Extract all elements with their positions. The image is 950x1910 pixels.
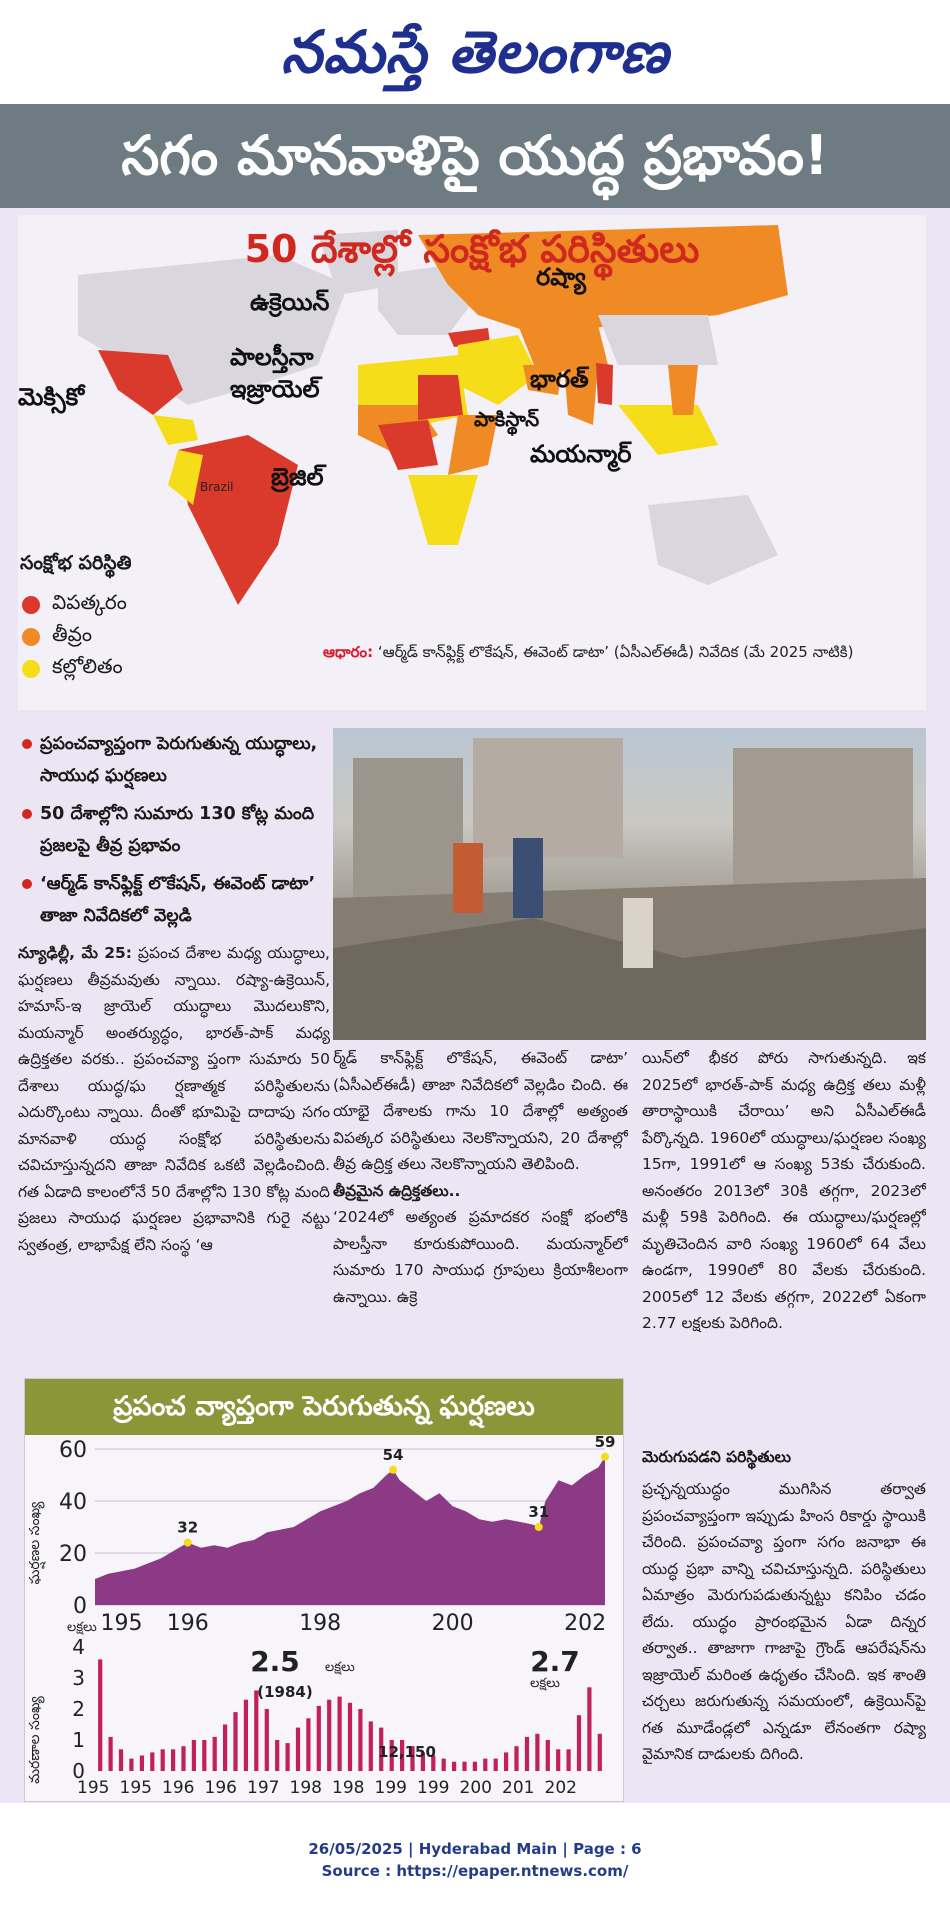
top-xtick-label: 195	[100, 1611, 143, 1636]
bottom-bar	[327, 1700, 331, 1771]
conflict-graph-box	[24, 1378, 624, 1802]
top-annotation-dot	[389, 1466, 397, 1474]
bottom-bar	[306, 1718, 310, 1771]
bottom-bar	[587, 1687, 591, 1771]
bottom-bar	[233, 1712, 237, 1771]
bottom-bar	[109, 1737, 113, 1771]
bottom-xtick-label: 198	[289, 1778, 322, 1798]
bottom-bar	[514, 1746, 518, 1771]
map-label-brazil: బ్రెజిల్	[271, 463, 324, 491]
bottom-bar	[358, 1709, 362, 1771]
key-point: ‘ఆర్మ్‌డ్ కాన్‌ఫ్లిక్ట్ లొకేషన్, ఈవెంట్ డాటా’ తాజా నివేదికలో వెల్లడి	[18, 868, 328, 932]
bottom-bar	[140, 1756, 144, 1772]
bottom-unit-label: లక్షలు	[67, 1620, 97, 1635]
bottom-bar	[223, 1725, 227, 1772]
map-label-russia: రష్యా	[536, 263, 586, 291]
bottom-bar	[567, 1749, 571, 1771]
top-annotation-label: 31	[528, 1503, 550, 1521]
bottom-bar	[317, 1706, 321, 1771]
map-title: 50 దేశాల్లో సంక్షోభ పరిస్థితులు	[244, 227, 700, 271]
key-point: ప్రపంచవ్యాప్తంగా పెరుగుతున్న యుద్ధాలు, సాయుధ ఘర్షణలు	[18, 728, 328, 792]
top-xtick-label: 196	[166, 1611, 209, 1636]
bottom-bar	[202, 1740, 206, 1771]
bottom-bar	[129, 1759, 133, 1771]
top-ytick-label: 0	[73, 1594, 87, 1619]
article-text: ప్రపంచ దేశాల మధ్య యుద్ధాలు, ఘర్షణలు తీవ్రమవుతు న్నాయి. రష్యా-ఉక్రెయిన్, హమాస్-ఇ జ్రాయెల్ యుద్ధాలు మొదలుకొని, మయన్మార్ అంతర్యుద్ధం, భారత్-పాక్ మధ్య ఉద్రిక్తతల వరకు.. ప్రపంచవ్యా ప్తంగా సుమారు 50 దేశాలు యుద్ధ/ఘ ర్షణాత్మక పరిస్థితులను ఎదుర్కొంటు న్నాయి. దీంతో భూమిపై దాదాపు సగం మానవాళి యుద్ధ సంక్షోభ పరిస్థితులను చవిచూస్తున్నదని తాజా నివేదిక ఒకటి వెల్లడించింది. గత ఏడాది కాలంలోనే 50 దేశాల్లోని 130 కోట్ల మంది ప్రజలు సాయుధ ఘర్షణల ప్రభావానికి గురై నట్టు స్వతంత్ర, లాభాపేక్ష లేని సంస్థ ‘ఆ	[18, 944, 330, 1254]
south-africa-shape	[408, 475, 478, 545]
bottom-bar	[348, 1703, 352, 1771]
bottom-bar	[296, 1728, 300, 1771]
bottom-bar	[98, 1659, 102, 1771]
top-annotation-dot	[184, 1539, 192, 1547]
key-points	[18, 728, 328, 938]
dateline: న్యూఢిల్లీ, మే 25:	[18, 944, 132, 962]
article-column-2	[333, 1045, 628, 1370]
article-column-3	[642, 1045, 926, 1440]
myanmar-shape	[596, 363, 613, 405]
bottom-xtick-label: 196	[162, 1778, 195, 1798]
top-ytick-label: 60	[59, 1438, 87, 1463]
top-xtick-label: 198	[299, 1611, 342, 1636]
se-asia-shape	[618, 405, 718, 455]
map-label-india: భారత్	[530, 365, 589, 393]
bottom-ylabel: మరణాల సంఖ్య	[27, 1696, 43, 1784]
article-text: ర్మ్‌డ్ కాన్‌ఫ్లిక్ట్ లొకేషన్, ఈవెంట్ డాటా’ (ఏసీఎల్ఈడీ) తాజా నివేదికలో వెల్లడిం చింది. ఈ యాభై దేశాలకు గాను 10 దేశాల్లో అత్యంత విపత్కర పరిస్థితులు నెలకొన్నాయని, 20 దేశాల్లో తీవ్ర ఉద్రిక్త తలు నెలకొన్నాయని తెలిపింది.	[333, 1049, 628, 1173]
bottom-annotation-note: (1984)	[257, 1683, 313, 1701]
legend-dot-icon	[22, 660, 40, 678]
world-map-graphic	[18, 215, 926, 710]
page-headline: సగం మానవాళిపై యుద్ధ ప్రభావం!	[0, 104, 950, 208]
legend-item-turbulent	[22, 654, 123, 683]
bottom-bar	[494, 1759, 498, 1771]
bottom-xtick-label: 199	[374, 1778, 407, 1798]
bottom-xtick-label: 202	[544, 1778, 577, 1798]
bottom-bar	[577, 1715, 581, 1771]
bottom-annotation-value: 2.5	[250, 1645, 300, 1678]
map-source-note	[323, 640, 903, 664]
bottom-ytick-label: 4	[72, 1635, 85, 1659]
bottom-xtick-label: 199	[417, 1778, 450, 1798]
bottom-xtick-label: 198	[332, 1778, 365, 1798]
map-label-myanmar: మయన్మార్	[530, 440, 632, 468]
map-label-pakistan: పాకిస్థాన్	[474, 407, 540, 431]
bottom-bar	[462, 1762, 466, 1771]
bottom-xtick-label: 201	[502, 1778, 535, 1798]
australia-shape	[648, 495, 778, 585]
bottom-bar	[452, 1762, 456, 1771]
top-ylabel: ఘర్షణల సంఖ్య	[27, 1501, 43, 1585]
bottom-bar	[535, 1734, 539, 1771]
map-label-ukraine: ఉక్రెయిన్	[250, 288, 330, 316]
section-subhead: మెరుగుపడని పరిస్థితులు	[642, 1448, 791, 1466]
top-ytick-label: 40	[59, 1490, 87, 1515]
legend-dot-icon	[22, 628, 40, 646]
world-map-panel	[18, 215, 926, 710]
bottom-bar	[473, 1762, 477, 1771]
bottom-xtick-label: 195	[119, 1778, 152, 1798]
bottom-xtick-label: 200	[459, 1778, 492, 1798]
sudan-shape	[418, 375, 463, 420]
brazil-map-text: Brazil	[200, 480, 234, 494]
bottom-bar	[483, 1759, 487, 1771]
top-ytick-label: 20	[59, 1542, 87, 1567]
bottom-bar	[161, 1749, 165, 1771]
map-label-palestine: పాలస్తీనా	[230, 343, 314, 371]
china-shape	[598, 315, 718, 365]
masthead	[0, 0, 950, 104]
top-annotation-label: 59	[594, 1435, 616, 1451]
bottom-ytick-label: 2	[72, 1697, 85, 1721]
bottom-bar	[150, 1752, 154, 1771]
bottom-bar	[598, 1734, 602, 1771]
page-footer	[0, 1838, 950, 1882]
footer-date-edition: 26/05/2025 | Hyderabad Main | Page : 6	[308, 1840, 642, 1858]
article-text: యిన్‌లో భీకర పోరు సాగుతున్నది. ఇక 2025లో భారత్-పాక్ మధ్య ఉద్రిక్త తలు మళ్లీ తారాస్థాయికి చేరాయి’ అని ఏసీఎల్ఈడీ పేర్కొన్నది. 1960లో యుద్ధాలు/ఘర్షణల సంఖ్య 15గా, 1991లో ఆ సంఖ్య 53కు చేరుకుంది. అనంతరం 2013లో 30కి తగ్గగా, 2023లో మళ్లీ 59కి పెరిగింది. ఈ యుద్ధాలు/ఘర్షణల్లో మృతిచెందిన వారి సంఖ్య 1960లో 64 వేలు ఉండగా, 1990లో 80 వేలకు చేరుకుంది. 2005లో 12 వేలకు తగ్గగా, 2022లో ఏకంగా 2.77 లక్షలకు పెరిగింది.	[642, 1049, 926, 1332]
bottom-bar	[442, 1759, 446, 1771]
bottom-ytick-label: 3	[72, 1666, 85, 1690]
bottom-bar	[275, 1740, 279, 1771]
article-column-3b	[642, 1476, 926, 1801]
top-xtick-label: 200	[431, 1611, 474, 1636]
conflict-charts	[25, 1435, 623, 1801]
bottom-bar	[213, 1737, 217, 1771]
bottom-bar	[369, 1721, 373, 1771]
bottom-bar	[119, 1749, 123, 1771]
newspaper-name: నమస్తే తెలంగాణ	[281, 18, 669, 86]
source-text: ‘ఆర్మ్‌డ్ కాన్‌ఫ్లిక్ట్ లొకేషన్, ఈవెంట్ డాటా’ (ఏసీఎల్ఈడీ) నివేదిక (మే 2025 నాటికి)	[373, 643, 854, 661]
central-africa-shape	[378, 420, 438, 470]
bottom-annotation-latest: 2.7	[530, 1645, 580, 1678]
bottom-bar	[556, 1749, 560, 1771]
top-annotation-label: 54	[382, 1445, 404, 1464]
philippines-shape	[668, 365, 698, 415]
top-annotation-label: 32	[177, 1518, 199, 1537]
bottom-bar	[265, 1709, 269, 1771]
bottom-bar	[254, 1690, 258, 1771]
top-annotation-dot	[601, 1453, 609, 1461]
legend-item-high	[22, 622, 92, 651]
legend-label: విపత్కరం	[52, 590, 127, 614]
legend-item-severe	[22, 590, 127, 619]
top-area-series	[95, 1457, 605, 1605]
key-point: 50 దేశాల్లోని సుమారు 130 కోట్ల మంది ప్రజలపై తీవ్ర ప్రభావం	[18, 798, 328, 862]
bottom-ytick-label: 0	[72, 1759, 85, 1783]
top-annotation-dot	[535, 1523, 543, 1531]
source-prefix: ఆధారం:	[323, 643, 374, 661]
bottom-bar	[504, 1752, 508, 1771]
bottom-xtick-label: 195	[77, 1778, 110, 1798]
article-text: ప్రచ్ఛన్నయుద్ధం ముగిసిన తర్వాత ప్రపంచవ్యాప్తంగా ఇప్పుడు హింస రికార్డు స్థాయికి చేరింది. ప్రపంచవ్యా ప్తంగా సగం జనాభా ఈ యుద్ధ ప్రభా వాన్ని చవిచూస్తున్నది. పరిస్థితులు ఏమాత్రం మెరుగుపడుతున్నట్టు కనిపిం చడం లేదు. యుద్ధం ప్రారంభమైన ఏడా దిన్నర తర్వాత.. తాజాగా గాజాపై గ్రౌండ్ ఆపరేషన్‌ను ఇజ్రాయెల్ మరింత ఉధృతం చేసింది. ఇక శాంతి చర్చలు జరుగుతున్న సమయంలో, ఉక్రెయిన్‌పై గత మూడేండ్లలో ఎన్నడూ లేనంతగా రష్యా వైమానిక దాడులకు దిగింది.	[642, 1480, 926, 1763]
article-column-1	[18, 940, 330, 1360]
top-xtick-label: 202	[564, 1611, 607, 1636]
bottom-bar	[244, 1700, 248, 1771]
war-rubble-photo	[333, 728, 926, 1040]
bottom-annotation-unit: లక్షలు	[325, 1660, 355, 1675]
bottom-bar	[286, 1743, 290, 1771]
footer-source: Source : https://epaper.ntnews.com/	[321, 1862, 629, 1880]
section-subhead: తీవ్రమైన ఉద్రిక్తతలు..	[333, 1181, 461, 1200]
central-america-shape	[153, 415, 198, 445]
legend-title: సంక్షోభ పరిస్థితి	[20, 552, 132, 574]
bottom-bar	[171, 1749, 175, 1771]
bottom-bar	[338, 1697, 342, 1771]
article-text: ‘2024లో అత్యంత ప్రమాదకర సంక్షో భంలోకి పాలస్తీనా కూరుకుపోయింది. మయన్మార్‌లో సుమారు 170 సాయుధ గ్రూపులు క్రియాశీలంగా ఉన్నాయి. ఉక్రె	[333, 1208, 628, 1306]
bottom-bar	[192, 1740, 196, 1771]
bottom-xtick-label: 196	[204, 1778, 237, 1798]
bottom-xtick-label: 197	[247, 1778, 280, 1798]
bottom-ytick-label: 1	[72, 1728, 85, 1752]
bottom-annotation-latest-unit: లక్షలు	[530, 1676, 560, 1691]
legend-dot-icon	[22, 596, 40, 614]
map-label-israel: ఇజ్రాయెల్	[230, 375, 320, 403]
bottom-bar	[546, 1740, 550, 1771]
legend-label: తీవ్రం	[52, 622, 92, 646]
map-label-mexico: మెక్సికో	[18, 383, 85, 411]
legend-label: కల్లోలితం	[52, 654, 123, 678]
bottom-annotation-min: 12,150	[378, 1743, 436, 1761]
photo-illustration	[333, 728, 926, 1040]
bottom-bar	[181, 1746, 185, 1771]
graph-title: ప్రపంచ వ్యాప్తంగా పెరుగుతున్న ఘర్షణలు	[25, 1379, 623, 1435]
bottom-bar	[525, 1737, 529, 1771]
